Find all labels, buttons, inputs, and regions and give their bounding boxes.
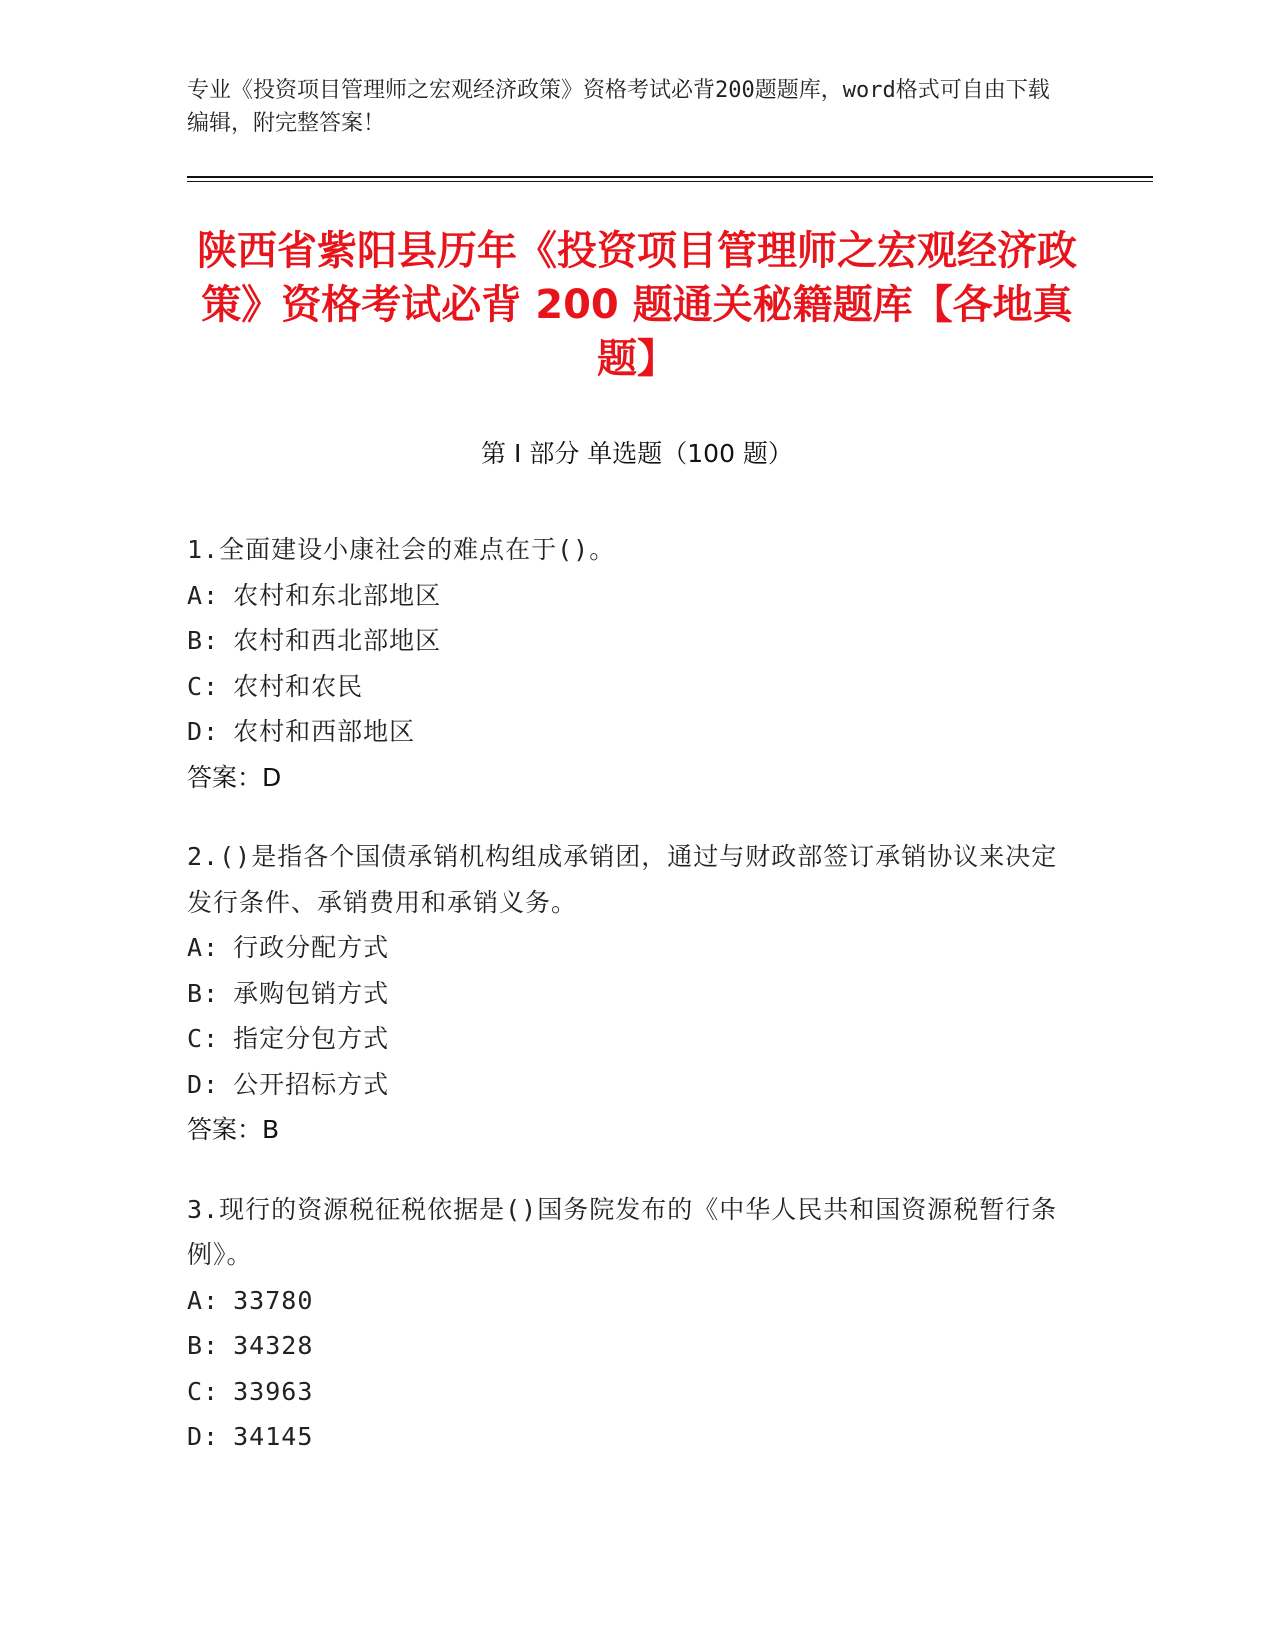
option-c	[187, 664, 1067, 710]
option-text: 农村和农民	[233, 671, 364, 701]
option-d	[187, 1062, 1067, 1108]
option-text: 33780	[233, 1285, 314, 1315]
option-label: C:	[187, 1376, 220, 1406]
option-text: 农村和西部地区	[233, 717, 416, 746]
header-rule-thick	[187, 176, 1153, 178]
option-a	[187, 1278, 1067, 1324]
option-label: D:	[187, 1422, 220, 1451]
option-d	[187, 709, 1067, 755]
question-3	[187, 1187, 1067, 1460]
option-label: B:	[187, 1331, 220, 1360]
option-label: B:	[187, 626, 220, 655]
option-c	[187, 1369, 1067, 1415]
option-label: C:	[187, 671, 220, 701]
document-title: 陕西省紫阳县历年《投资项目管理师之宏观经济政策》资格考试必背 200 题通关秘籍题库【各地真题】	[197, 228, 1077, 382]
option-label: A:	[187, 1285, 220, 1315]
option-label: D:	[187, 1069, 220, 1099]
option-text: 农村和东北部地区	[233, 580, 442, 610]
option-d	[187, 1414, 1067, 1460]
option-label: B:	[187, 978, 220, 1008]
option-label: C:	[187, 1024, 220, 1053]
question-stem: 1.全面建设小康社会的难点在于()。	[187, 535, 616, 564]
answer: 答案：D	[187, 762, 282, 792]
header-note: 专业《投资项目管理师之宏观经济政策》资格考试必背200题题库，word格式可自由下载编辑，附完整答案！	[187, 78, 1050, 136]
option-label: A:	[187, 580, 220, 610]
option-a	[187, 925, 1067, 971]
option-b	[187, 618, 1067, 664]
question-stem: 3.现行的资源税征税依据是()国务院发布的《中华人民共和国资源税暂行条例》。	[187, 1194, 1058, 1269]
question-list	[187, 527, 1067, 1494]
option-text: 公开招标方式	[233, 1069, 390, 1099]
question-stem: 2.()是指各个国债承销机构组成承销团，通过与财政部签订承销协议来决定发行条件、承销费用和承销义务。	[187, 842, 1058, 917]
option-b	[187, 971, 1067, 1017]
option-text: 34328	[233, 1331, 314, 1360]
section-heading: 第 I 部分 单选题（100 题）	[481, 439, 793, 468]
option-text: 农村和西北部地区	[233, 626, 442, 655]
option-text: 行政分配方式	[233, 933, 390, 962]
option-label: D:	[187, 717, 220, 746]
question-1	[187, 527, 1067, 800]
option-a	[187, 573, 1067, 619]
option-text: 承购包销方式	[233, 978, 390, 1008]
option-c	[187, 1016, 1067, 1062]
question-2	[187, 834, 1067, 1153]
option-text: 33963	[233, 1376, 314, 1406]
header-rule-thin	[187, 181, 1153, 182]
option-label: A:	[187, 933, 220, 962]
answer: 答案：B	[187, 1115, 280, 1144]
option-text: 34145	[233, 1422, 314, 1451]
option-text: 指定分包方式	[233, 1024, 390, 1053]
option-b	[187, 1323, 1067, 1369]
